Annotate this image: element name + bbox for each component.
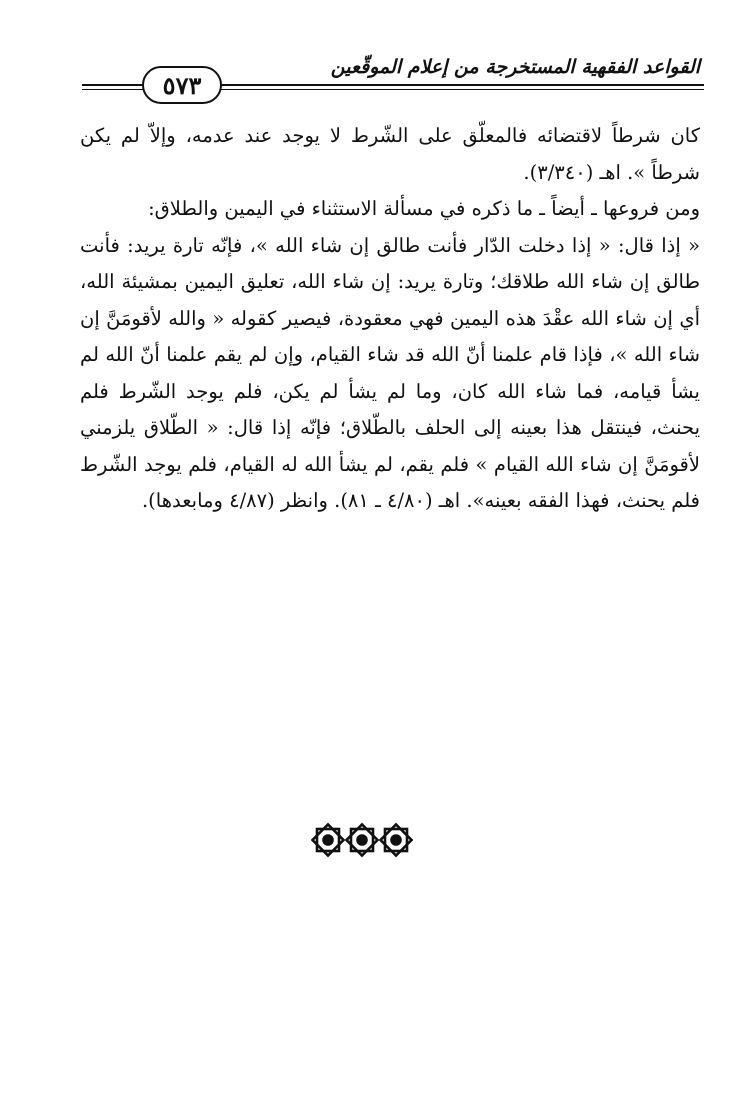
running-title: القواعد الفقهية المستخرجة من إعلام الموقّعين bbox=[330, 56, 700, 78]
page-header bbox=[0, 0, 750, 110]
section-end-ornament bbox=[311, 822, 413, 858]
paragraph: ومن فروعها ـ أيضاً ـ ما ذكره في مسألة الاستثناء في اليمين والطلاق: bbox=[148, 197, 700, 220]
triple-star-ornament-icon bbox=[311, 822, 413, 858]
page-number: ٥٧٣ bbox=[142, 66, 222, 104]
page-body bbox=[80, 118, 700, 520]
paragraph: كان شرطاً لاقتضائه فالمعلّق على الشّرط لا يوجد عند عدمه، وإلاّ لم يكن شرطاً ». اهـ (٣/٣٤٠). bbox=[80, 124, 700, 184]
paragraph: « إذا قال: « إذا دخلت الدّار فأنت طالق إن شاء الله »، فإنّه تارة يريد: فأنت طالق إن شاء الله طلاقك؛ وتارة يريد: إن شاء الله، تعليق اليمين بمشيئة الله، أي إن شاء الله عقْدَ هذه اليمين فهي معقودة، فيصير كقوله « والله لأقومَنَّ إن شاء الله »، فإذا قام علمنا أنّ الله قد شاء القيام، وإن لم يقم علمنا أنّ الله لم يشأ قيامه، فما شاء الله كان، وما لم يشأ لم يكن، فلم يوجد الشّرط فلم يحنث، فينتقل هذا بعينه إلى الحلف بالطّلاق؛ فإنّه إذا قال: « الطّلاق يلزمني لأقومَنَّ إن شاء الله القيام » فلم يقم، لم يشأ الله له القيام، فلم يوجد الشّرط فلم يحنث، فهذا الفقه بعينه». اهـ (٤/٨٠ ـ ٨١). وانظر (٤/٨٧ ومابعدها). bbox=[80, 233, 700, 512]
